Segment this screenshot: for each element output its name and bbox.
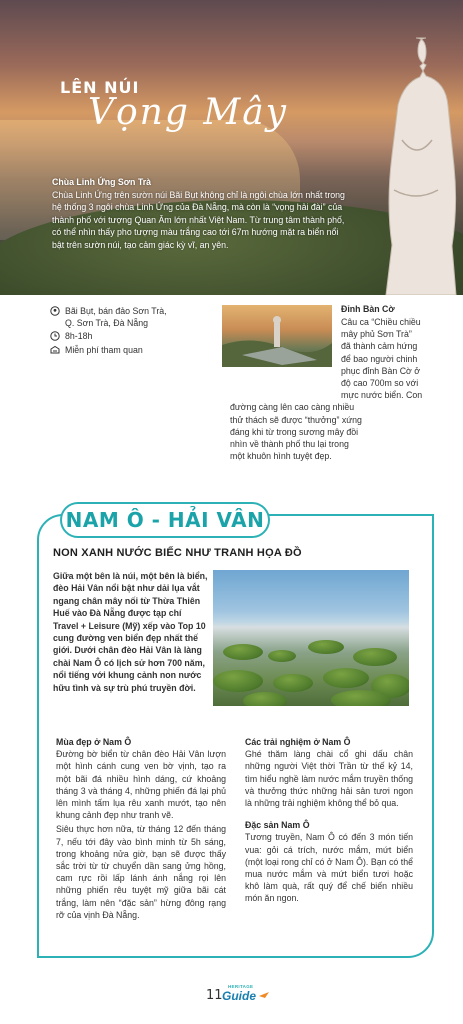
experiences-heading: Các trải nghiệm ở Nam Ô — [245, 737, 351, 747]
right-column — [245, 736, 413, 907]
heritage-guide-logo — [222, 984, 270, 1008]
page-number: 11 — [206, 988, 223, 1003]
dinh-line: mực nước biển. Con — [341, 390, 423, 401]
hero-title: LÊN NÚI — [60, 78, 140, 97]
best-season-p1: Đường bờ biển từ chân đèo Hải Vân lượn một hình cánh cung ven bờ vịnh, tạo ra một bãi đá nhiều hình dáng, cứ khoảng tháng 3 và tháng 4, những phiến đá lại phủ lên mình tấm lụa rêu xanh mướt, tạo nên khung cảnh đẹp như tranh vẽ. — [56, 749, 226, 821]
hero-script-title: Vọng Mây — [88, 92, 289, 133]
left-column — [56, 736, 226, 923]
mossy-rock — [268, 650, 296, 662]
logo-small-text: HERITAGE — [228, 984, 254, 989]
mossy-rock — [331, 690, 391, 706]
fee-row — [50, 344, 220, 356]
location-pin-icon — [50, 306, 60, 316]
dinh-line: Câu ca “Chiều chiều — [341, 317, 421, 327]
dinh-line: để bao người chinh — [341, 353, 418, 364]
nam-o-photo — [213, 570, 409, 706]
experiences-text: Ghé thăm làng chài cổ ghi dấu chân những người Việt thời Trần từ thế kỷ 14, tìm hiểu nghề làm nước mắm truyền thống và thưởng thức những hải sản tươi ngon là những trải nghiệm không thể bỏ qua. — [245, 749, 413, 809]
hours-row — [50, 330, 220, 342]
dinh-line: độ cao 700m so với — [341, 378, 419, 389]
best-season-p2: Siêu thực hơn nữa, từ tháng 12 đến tháng 7, nếu tới đây vào bình minh từ 5h sáng, trong khoảng nửa giờ, bạn sẽ được thấy sắc trời từ từ chuyển dần sang ửng hồng, cam rực rồi lấp lánh ánh nắng rọi lên những phiến rêu tuyệt mỹ giữa bãi cát trắng, làm nên “đặc sản” hừng đông rạng rỡ của vịnh Đà Nẵng. — [56, 824, 226, 920]
quan-am-statue-illustration — [372, 30, 462, 295]
specialties-text: Tương truyền, Nam Ô có đến 3 món tiến vua: gỏi cá trích, nước mắm, mứt biển (một loại rong chỉ có ở Nam Ô). Bạn có thể mua nước mắm và mứt biển tươi hoặc khô làm quà, rất quý để chế biến nhiều món ăn ngon. — [245, 832, 413, 904]
ticket-icon — [50, 345, 60, 355]
hero-body: Chùa Linh Ứng trên sườn núi Bãi Bụt không chỉ là ngôi chùa lớn nhất trong hệ thống 3 ngôi chùa Linh Ứng của Đà Nẵng, mà còn là “vọng hải đài” của thành phố với tượng Quan Âm lớn nhất Việt Nam. Từ trung tâm thành phố, có thể nhìn thấy pho tượng màu trắng cao tới 67m hướng mặt ra biển nổi bật trên sườn núi, tạo cảm giác kỳ vĩ, an yên. — [52, 189, 345, 250]
hero-text — [52, 176, 352, 252]
hours-text: 8h-18h — [65, 331, 93, 342]
dinh-line: đáng khi từ trong sương mây đồi — [230, 426, 359, 437]
address-line1: Bãi Bụt, bán đảo Sơn Trà, — [65, 306, 167, 316]
hero-heading: Chùa Linh Ứng Sơn Trà — [52, 177, 152, 187]
dinh-line: thử thách sẽ được “thưởng” xứng — [230, 414, 362, 425]
section-tag — [60, 502, 270, 538]
dinh-line: phục đỉnh Bàn Cờ ở — [341, 365, 421, 376]
best-season-heading: Mùa đẹp ở Nam Ô — [56, 737, 132, 747]
mossy-rock — [213, 670, 263, 692]
section-intro: Giữa một bên là núi, một bên là biển, đèo Hải Vân nổi bật như dải lụa vắt ngang chân mây nối từ Thừa Thiên Huế vào Đà Nẵng được tạp chí Travel + Leisure (Mỹ) xếp vào Top 10 cung đường ven biển đẹp nhất thế giới. Dưới chân đèo Hải Vân là làng chài Nam Ô có lịch sử hơn 700 năm, nổi tiếng với khung cảnh non nước hữu tình và sự trù phú truyền đời. — [53, 571, 208, 693]
mossy-rock — [243, 692, 287, 706]
mossy-rock — [308, 640, 344, 654]
logo-main-text: Guide — [222, 989, 257, 1003]
mossy-rock — [353, 648, 397, 666]
mossy-rock — [223, 644, 263, 660]
section-tag-text: NAM Ô - HẢI VÂN — [65, 508, 265, 532]
section-subtitle: NON XANH NƯỚC BIẾC NHƯ TRANH HỌA ĐỒ — [53, 547, 302, 559]
mossy-rock — [323, 668, 369, 688]
dinh-ban-co-text — [230, 316, 430, 462]
address-line2: Q. Sơn Trà, Đà Nẵng — [65, 318, 149, 329]
dinh-line: đường càng lên cao càng nhiều — [230, 402, 355, 413]
plane-icon — [258, 990, 270, 1000]
mossy-rock — [273, 674, 313, 692]
fee-text: Miễn phí tham quan — [65, 344, 143, 355]
dinh-ban-co-title: Đỉnh Bàn Cờ — [341, 304, 395, 314]
dinh-line: một khuôn hình tuyệt đẹp. — [230, 451, 332, 462]
hero-image — [0, 0, 463, 295]
dinh-line: nhìn về thành phố thu lại trong — [230, 439, 349, 450]
specialties-heading: Đặc sản Nam Ô — [245, 820, 310, 831]
address-row — [50, 305, 220, 329]
clock-icon — [50, 331, 60, 341]
dinh-line: đã thành cảm hứng — [341, 341, 418, 352]
dinh-line: mây phủ Sơn Trà” — [341, 329, 412, 340]
visit-info — [50, 305, 220, 357]
